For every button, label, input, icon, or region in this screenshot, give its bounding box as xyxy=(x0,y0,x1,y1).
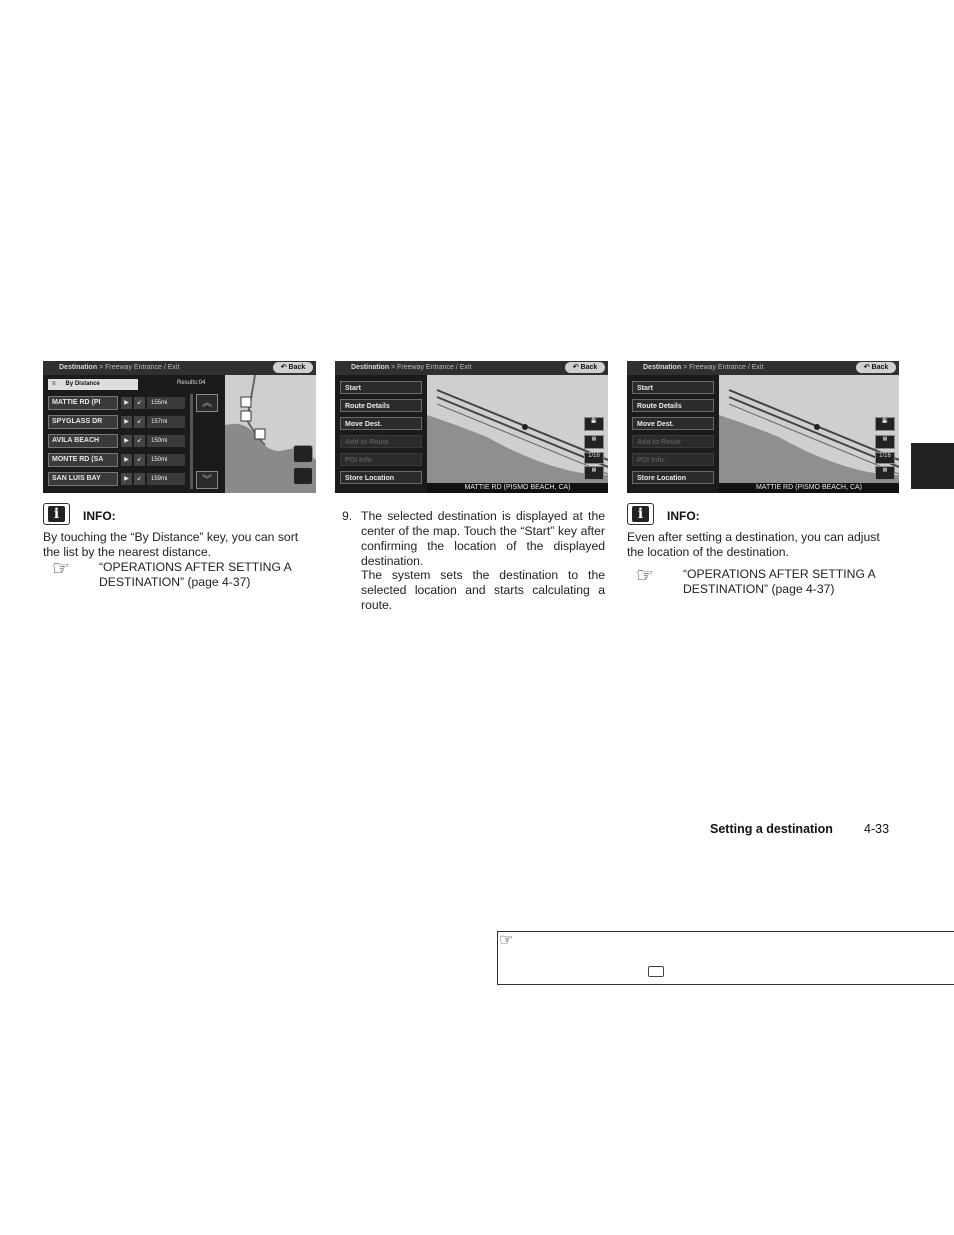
nav-screenshot-list xyxy=(43,361,316,493)
map-graphic xyxy=(719,375,899,483)
save-icon[interactable] xyxy=(293,445,313,463)
play-icon[interactable]: ▶ xyxy=(121,397,132,409)
direction-icon: ↙ xyxy=(134,473,145,485)
direction-icon: ↙ xyxy=(134,435,145,447)
results-count: Results:04 xyxy=(177,380,206,386)
list-item-distance: 157mi xyxy=(147,416,185,428)
street-name-bar: MATTIE RD (PISMO BEACH, CA) xyxy=(719,483,899,493)
legend-box xyxy=(497,931,954,985)
screen-subtitle: > Freeway Entrance / Exit xyxy=(683,364,764,371)
map-scale: 1/16 xyxy=(584,452,604,464)
poi-marker xyxy=(241,411,251,421)
map-graphic xyxy=(427,375,608,483)
save-icon[interactable]: 💾 xyxy=(875,417,895,431)
pointing-hand-icon: ☞ xyxy=(636,563,654,587)
back-label: Back xyxy=(871,364,889,371)
screen-title-text: Destination xyxy=(351,364,390,371)
cross-reference[interactable]: “OPERATIONS AFTER SETTING A DESTINATION” (page 4-37) xyxy=(683,567,876,596)
list-item-distance: 150mi xyxy=(147,454,185,466)
step-result-text: The system sets the destination to the selected location and starts calculating a route. xyxy=(361,568,605,612)
back-label: Back xyxy=(580,364,598,371)
save-icon[interactable]: 💾 xyxy=(584,417,604,431)
start-button[interactable]: Start xyxy=(632,381,714,394)
hand-outline-icon xyxy=(648,966,664,977)
info-text: Even after setting a destination, you can adjust the location of the destination. xyxy=(627,530,880,559)
route-details-button[interactable]: Route Details xyxy=(340,399,422,412)
scroll-up-button[interactable]: ︽ xyxy=(196,394,218,412)
list-item-distance: 159mi xyxy=(147,473,185,485)
destination-marker xyxy=(814,424,820,430)
step-number: 9. xyxy=(342,509,353,523)
direction-icon: ↙ xyxy=(134,454,145,466)
screen-subtitle: > Freeway Entrance / Exit xyxy=(391,364,472,371)
route-details-button[interactable]: Route Details xyxy=(632,399,714,412)
map-view[interactable] xyxy=(719,375,899,483)
info-label: INFO: xyxy=(83,509,116,523)
sort-label: By Distance xyxy=(65,381,100,387)
start-button[interactable]: Start xyxy=(340,381,422,394)
zoom-icon[interactable] xyxy=(293,467,313,485)
poi-marker xyxy=(241,397,251,407)
info-label: INFO: xyxy=(667,509,700,523)
screen-subtitle: > Freeway Entrance / Exit xyxy=(99,364,180,371)
play-icon[interactable]: ▶ xyxy=(121,454,132,466)
screen-title-text: Destination xyxy=(59,364,98,371)
screen-title-text: Destination xyxy=(643,364,682,371)
play-icon[interactable]: ▶ xyxy=(121,416,132,428)
info-icon: i xyxy=(43,503,70,525)
scrollbar[interactable] xyxy=(190,394,193,489)
add-to-route-button[interactable]: Add to Route xyxy=(632,435,714,448)
section-title: Setting a destination xyxy=(710,822,833,836)
store-location-button[interactable]: Store Location xyxy=(632,471,714,484)
step-text: The selected destination is displayed at the center of the map. Touch the “Start” key after confirming the location of the displayed destination. xyxy=(361,509,605,568)
info-icon: i xyxy=(627,503,654,525)
list-item-name[interactable]: AVILA BEACH xyxy=(48,434,118,448)
add-to-route-button[interactable]: Add to Route xyxy=(340,435,422,448)
pointing-hand-icon: ☞ xyxy=(52,556,70,580)
nav-screenshot-destination xyxy=(335,361,608,493)
chapter-tab xyxy=(911,443,954,489)
street-name-bar: MATTIE RD (PISMO BEACH, CA) xyxy=(427,483,608,493)
info-text: By touching the “By Distance” key, you can sort the list by the nearest distance. xyxy=(43,530,299,559)
back-button[interactable]: ↶ Back xyxy=(565,362,605,373)
list-item-name[interactable]: MONTE RD (SA xyxy=(48,453,118,467)
move-dest-button[interactable]: Move Dest. xyxy=(340,417,422,430)
zoom-view-icon[interactable]: ▦ xyxy=(584,435,604,449)
map-scale: 1/16 xyxy=(875,452,895,464)
back-button[interactable]: ↶ Back xyxy=(856,362,896,373)
nav-screenshot-destination-adjust xyxy=(627,361,899,493)
poi-info-button[interactable]: POI Info. xyxy=(340,453,422,466)
play-icon[interactable]: ▶ xyxy=(121,473,132,485)
heading-icon[interactable]: ▦ xyxy=(584,466,604,480)
list-item-name[interactable]: SPYGLASS DR xyxy=(48,415,118,429)
list-item-distance: 155mi xyxy=(147,397,185,409)
direction-icon: ↙ xyxy=(134,397,145,409)
scroll-down-button[interactable]: ︾ xyxy=(196,471,218,489)
list-item-distance: 150mi xyxy=(147,435,185,447)
map-view[interactable] xyxy=(225,375,316,493)
move-dest-button[interactable]: Move Dest. xyxy=(632,417,714,430)
poi-marker xyxy=(255,429,265,439)
map-view[interactable] xyxy=(427,375,608,483)
store-location-button[interactable]: Store Location xyxy=(340,471,422,484)
back-label: Back xyxy=(288,364,306,371)
list-item-name[interactable]: SAN LUIS BAY xyxy=(48,472,118,486)
list-item-name[interactable]: MATTIE RD (PI xyxy=(48,396,118,410)
back-button[interactable]: ↶ Back xyxy=(273,362,313,373)
page-number: 4-33 xyxy=(864,822,890,836)
direction-icon: ↙ xyxy=(134,416,145,428)
cross-reference[interactable]: “OPERATIONS AFTER SETTING A DESTINATION” (page 4-37) xyxy=(99,560,292,589)
pointing-hand-icon: ☞ xyxy=(499,932,514,949)
destination-marker xyxy=(522,424,528,430)
play-icon[interactable]: ▶ xyxy=(121,435,132,447)
poi-info-button[interactable]: POI Info. xyxy=(632,453,714,466)
sort-by-distance-button[interactable]: ≡ By Distance xyxy=(48,379,138,390)
zoom-view-icon[interactable]: ▦ xyxy=(875,435,895,449)
heading-icon[interactable]: ▦ xyxy=(875,466,895,480)
